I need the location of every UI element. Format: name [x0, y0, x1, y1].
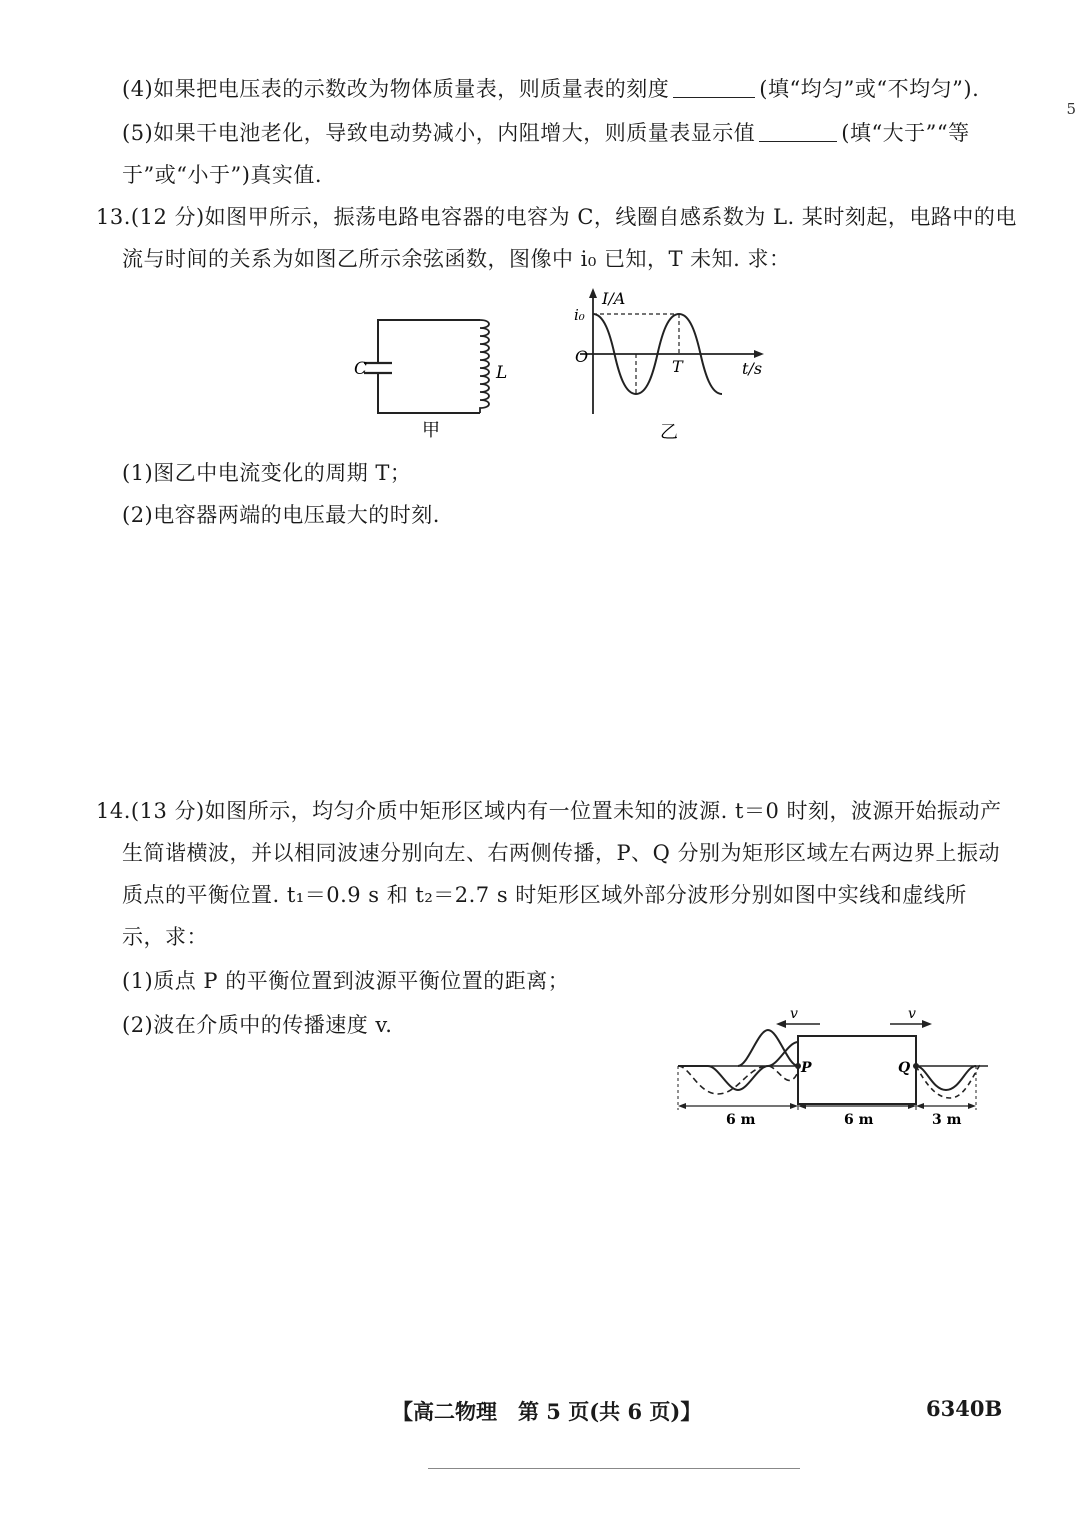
q12-part4-hint: (填“均匀”或“不均匀”). [759, 77, 980, 101]
exam-code: 6340B [926, 1396, 1003, 1421]
x-axis-label: t/s [742, 359, 763, 378]
y-axis-label: I/A [602, 289, 626, 308]
v-left-label: v [790, 1006, 798, 1022]
right-solid-wave [916, 1066, 976, 1090]
point-q-marker [913, 1063, 919, 1069]
q14-stem-line2: 生简谐横波，并以相同波速分别向左、右两侧传播，P、Q 分别为矩形区域左右两边界上振动 [122, 841, 1001, 865]
current-time-graph [560, 282, 780, 447]
page-footer-title: 【高二物理 第 5 页(共 6 页)】 [392, 1399, 702, 1424]
point-p-label: P [801, 1060, 812, 1076]
answer-blank-5 [759, 121, 837, 142]
q13-sub2: (2)电容器两端的电压最大的时刻. [122, 503, 440, 527]
q14-stem-line3: 质点的平衡位置. t₁＝0.9 s 和 t₂＝2.7 s 时矩形区域外部分波形分别如图中实线和虚线所 [122, 883, 967, 907]
q12-part5 [122, 118, 970, 148]
dim-mid-label: 6 m [844, 1112, 874, 1128]
dim-right-label: 3 m [932, 1112, 962, 1128]
origin-label: O [575, 347, 589, 366]
v-right-arrowhead [922, 1020, 932, 1028]
scan-artifact-line [428, 1468, 800, 1469]
answer-blank-4 [673, 77, 755, 98]
q12-part5-text: (5)如果干电池老化，导致电动势减小，内阻增大，则质量表显示值 [122, 121, 756, 145]
q12-part4-text: (4)如果把电压表的示数改为物体质量表，则质量表的刻度 [122, 77, 670, 101]
v-left-arrowhead [776, 1020, 786, 1028]
capacitor-label: C [354, 359, 368, 379]
wave-figure [670, 1002, 1000, 1132]
q14-sub1: (1)质点 P 的平衡位置到波源平衡位置的距离； [122, 969, 570, 993]
q12-part4 [122, 74, 979, 104]
q14-stem-line1: 14.(13 分)如图所示，均匀介质中矩形区域内有一位置未知的波源. t＝0 时刻，波源开始振动产 [96, 799, 1002, 823]
q13-stem-line1: 13.(12 分)如图甲所示，振荡电路电容器的电容为 C，线圈自感系数为 L. 某时刻起，电路中的电 [96, 205, 1017, 229]
q14-stem-line4: 示，求： [122, 925, 208, 949]
inductor-coil [480, 320, 489, 413]
q12-part5-hint: (填“大于”“等 [841, 121, 970, 145]
inductor-label: L [496, 363, 508, 383]
figure-yi-caption: 乙 [660, 422, 678, 443]
x-axis-arrow [754, 350, 764, 358]
i0-label: i₀ [574, 306, 585, 324]
q12-part5-line2: 于”或“小于”)真实值. [122, 163, 323, 187]
v-right-label: v [908, 1006, 916, 1022]
q14-sub2: (2)波在介质中的传播速度 v. [122, 1013, 393, 1037]
y-axis-arrow [589, 288, 597, 298]
period-label: T [672, 357, 683, 376]
point-q-label: Q [898, 1060, 911, 1076]
figure-jia-caption: 甲 [422, 420, 440, 441]
side-page-mark: 5 [1066, 100, 1076, 118]
dim-left-label: 6 m [726, 1112, 756, 1128]
q13-sub1: (1)图乙中电流变化的周期 T； [122, 461, 412, 485]
lc-circuit-figure [340, 300, 520, 450]
q13-stem-line2: 流与时间的关系为如图乙所示余弦函数，图像中 i₀ 已知，T 未知. 求： [122, 247, 791, 271]
